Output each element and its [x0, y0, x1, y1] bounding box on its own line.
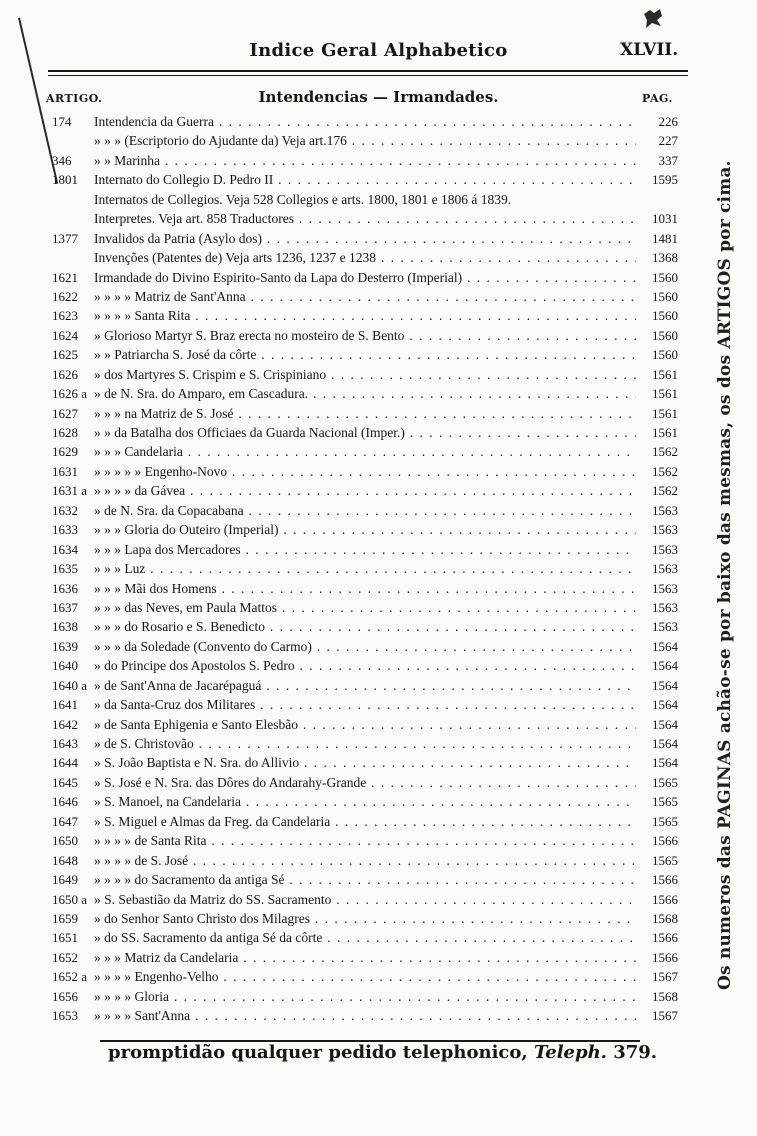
footer-teleph: Teleph. [533, 1042, 607, 1063]
entry-page-number: 1481 [652, 230, 678, 246]
footer-text: promptidão qualquer pedido telephonico, [108, 1042, 528, 1063]
entry-page-number: 1564 [652, 736, 678, 751]
entry-article-number: 1801 [52, 172, 78, 188]
entry-page-number: 1562 [652, 483, 678, 499]
entry-page-number: 1563 [652, 502, 678, 518]
entry-page-number: 1564 [652, 677, 678, 693]
entry-page-number: 1563 [652, 522, 678, 538]
index-entry [0, 248, 757, 267]
entry-text: » » » da Soledade (Convento do Carmo) . . . [94, 637, 636, 656]
entry-text: » » » Candelaria . . . [94, 442, 636, 461]
index-entry-list [0, 112, 757, 1026]
entry-article-number: 1647 [52, 813, 78, 829]
header-rule-bottom [48, 75, 688, 76]
entry-text: » » » » Santa Rita . . . [94, 306, 636, 325]
entry-page-number: 1563 [652, 599, 678, 615]
entry-text: » dos Martyres S. Crispim e S. Crispiniano . . . [94, 365, 636, 384]
entry-text: » » Marinha . . . [94, 151, 636, 170]
entry-article-number: 1652 [52, 949, 78, 965]
entry-page-number: 1564 [652, 697, 678, 713]
entry-page-number: 1566 [652, 833, 678, 849]
index-entry [0, 520, 757, 539]
entry-page-number: 1560 [652, 269, 678, 285]
index-entry [0, 812, 757, 831]
index-entry [0, 287, 757, 306]
entry-text: » » » Matriz da Candelaria . . . [94, 948, 636, 967]
entry-article-number: 1624 [52, 327, 78, 343]
index-entry [0, 190, 757, 209]
entry-text: » do SS. Sacramento da antiga Sé da côrte . . . [94, 928, 636, 947]
index-entry [0, 170, 757, 189]
index-entry [0, 967, 757, 986]
entry-text: » » » na Matriz de S. José . . . [94, 404, 636, 423]
entry-page-number: 1565 [652, 852, 678, 868]
index-entry [0, 890, 757, 909]
entry-text: Invalidos da Patria (Asylo dos) . . . [94, 229, 636, 248]
entry-page-number: 1563 [652, 580, 678, 596]
index-entry [0, 501, 757, 520]
index-entry [0, 792, 757, 811]
index-entry [0, 404, 757, 423]
index-entry [0, 481, 757, 500]
entry-article-number: 1621 [52, 269, 78, 285]
entry-page-number: 1562 [652, 463, 678, 479]
entry-page-number: 1563 [652, 561, 678, 577]
index-entry [0, 131, 757, 150]
entry-page-number: 1563 [652, 619, 678, 635]
entry-article-number: 1650 [52, 833, 78, 849]
index-entry [0, 442, 757, 461]
entry-article-number: 1651 [52, 930, 78, 946]
entry-article-number: 346 [52, 152, 72, 168]
entry-article-number: 1633 [52, 522, 78, 538]
index-entry [0, 209, 757, 228]
entry-text: » » da Batalha dos Officiaes da Guarda Nacional (Imper.) . . . [94, 423, 636, 442]
entry-page-number: 1561 [652, 386, 678, 402]
entry-article-number: 1638 [52, 619, 78, 635]
entry-page-number: 1566 [652, 891, 678, 907]
entry-text: » » » Luz . . . [94, 559, 636, 578]
entry-text: Invenções (Patentes de) Veja arts 1236, 1237 e 1238 . . . [94, 248, 636, 267]
entry-page-number: 1566 [652, 949, 678, 965]
index-entry [0, 715, 757, 734]
entry-article-number: 1643 [52, 736, 78, 751]
header-page-number: XLVII. [620, 40, 679, 60]
entry-article-number: 1648 [52, 852, 78, 868]
entry-page-number: 226 [658, 114, 678, 129]
entry-article-number: 1635 [52, 561, 78, 577]
index-entry [0, 462, 757, 481]
entry-article-number: 1622 [52, 288, 78, 304]
entry-page-number: 1561 [652, 366, 678, 382]
index-entry [0, 268, 757, 287]
entry-text: » de Santa Ephigenia e Santo Elesbão . . . [94, 715, 636, 734]
entry-text: Intendencia da Guerra . . . [94, 112, 636, 131]
side-note: Os numeros das PAGINAS achão-se por baixo das mesmas, os dos ARTIGOS por cima. [715, 160, 735, 990]
index-entry [0, 151, 757, 170]
index-entry [0, 617, 757, 636]
index-entry [0, 540, 757, 559]
entry-text: » » » » Sant'Anna . . . [94, 1006, 636, 1025]
index-entry [0, 909, 757, 928]
entry-page-number: 1560 [652, 308, 678, 324]
index-entry [0, 831, 757, 850]
entry-text: » » » » Gloria . . . [94, 987, 636, 1006]
entry-text: » do Principe dos Apostolos S. Pedro . . . [94, 656, 636, 675]
entry-page-number: 1561 [652, 405, 678, 421]
index-entry [0, 851, 757, 870]
entry-text: » » » » do Sacramento da antiga Sé . . . [94, 870, 636, 889]
index-entry [0, 345, 757, 364]
entry-text: » » » » » Engenho-Novo . . . [94, 462, 636, 481]
entry-article-number: 1629 [52, 444, 78, 460]
entry-text: » » » Gloria do Outeiro (Imperial) . . . [94, 520, 636, 539]
entry-page-number: 1567 [652, 969, 678, 985]
index-entry [0, 384, 757, 403]
entry-text: » S. Manoel, na Candelaria . . . [94, 792, 636, 811]
entry-text: » » » do Rosario e S. Benedicto . . . [94, 617, 636, 636]
entry-text: Internatos de Collegios. Veja 528 Collegios e arts. 1800, 1801 e 1806 á 1839. [94, 191, 512, 207]
ink-blot-mark [640, 8, 666, 30]
section-title: Intendencias — Irmandades. [258, 88, 499, 106]
entry-article-number: 1645 [52, 774, 78, 790]
entry-text: » » » » Engenho-Velho . . . [94, 967, 636, 986]
entry-page-number: 1561 [652, 425, 678, 440]
index-entry [0, 306, 757, 325]
entry-page-number: 1560 [652, 327, 678, 343]
entry-page-number: 1566 [652, 930, 678, 946]
entry-text: » S. José e N. Sra. das Dôres do Andarahy-Grande . . . [94, 773, 636, 792]
entry-page-number: 1564 [652, 638, 678, 654]
entry-article-number: 1377 [52, 230, 78, 246]
entry-text: » » » Mãi dos Homens . . . [94, 579, 636, 598]
entry-page-number: 1567 [652, 1008, 678, 1024]
entry-page-number: 1595 [652, 172, 678, 188]
footer [108, 1042, 657, 1063]
index-entry [0, 579, 757, 598]
entry-text: » » » » Matriz de Sant'Anna . . . [94, 287, 636, 306]
entry-text: » » » Lapa dos Mercadores . . . [94, 540, 636, 559]
entry-text: » de N. Sra. da Copacabana . . . [94, 501, 636, 520]
entry-article-number: 1652 a [52, 969, 88, 985]
entry-text: » S. Miguel e Almas da Freg. da Candelaria . . . [94, 812, 636, 831]
index-entry [0, 229, 757, 248]
entry-text: » » » » da Gávea . . . [94, 481, 636, 500]
index-entry [0, 928, 757, 947]
entry-text: » da Santa-Cruz dos Militares . . . [94, 695, 636, 714]
entry-text: » S. João Baptista e N. Sra. do Allivio . . . [94, 753, 636, 772]
entry-page-number: 1368 [652, 250, 678, 266]
index-entry [0, 676, 757, 695]
entry-page-number: 1560 [652, 288, 678, 304]
entry-text: Interpretes. Veja art. 858 Traductores . . . [94, 209, 636, 228]
footer-number: 379. [613, 1042, 658, 1063]
entry-text: » de S. Christovão . . . [94, 734, 636, 753]
entry-page-number: 1562 [652, 444, 678, 460]
entry-page-number: 1566 [652, 872, 678, 888]
entry-article-number: 1639 [52, 638, 78, 654]
column-label-artigo: ARTIGO. [46, 92, 103, 105]
entry-page-number: 1565 [652, 774, 678, 790]
entry-text: » » Patriarcha S. José da côrte . . . [94, 345, 636, 364]
entry-text: » Glorioso Martyr S. Braz erecta no mosteiro de S. Bento . . . [94, 326, 636, 345]
entry-article-number: 1646 [52, 794, 78, 810]
entry-page-number: 1564 [652, 716, 678, 732]
entry-article-number: 1626 a [52, 386, 88, 402]
entry-article-number: 1637 [52, 599, 78, 615]
index-entry [0, 753, 757, 772]
entry-text: » S. Sebastião da Matriz do SS. Sacramento . . . [94, 890, 636, 909]
index-entry [0, 326, 757, 345]
entry-text: Internato do Collegio D. Pedro II . . . [94, 170, 636, 189]
entry-page-number: 1565 [652, 794, 678, 810]
entry-article-number: 1631 [52, 463, 78, 479]
index-entry [0, 948, 757, 967]
index-entry [0, 112, 757, 131]
entry-text: Irmandade do Divino Espirito-Santo da Lapa do Desterro (Imperial) . . . [94, 268, 636, 287]
entry-page-number: 337 [658, 152, 678, 168]
index-entry [0, 559, 757, 578]
entry-article-number: 1656 [52, 988, 78, 1004]
entry-text: » do Senhor Santo Christo dos Milagres . . . [94, 909, 636, 928]
entry-article-number: 174 [52, 114, 72, 129]
entry-article-number: 1623 [52, 308, 78, 324]
entry-article-number: 1644 [52, 755, 78, 771]
entry-text: » de Sant'Anna de Jacarépaguá . . . [94, 676, 636, 695]
entry-article-number: 1650 a [52, 891, 88, 907]
entry-text: » » » » de S. José . . . [94, 851, 636, 870]
entry-page-number: 1563 [652, 541, 678, 557]
index-entry [0, 423, 757, 442]
entry-article-number: 1642 [52, 716, 78, 732]
index-entry [0, 987, 757, 1006]
entry-page-number: 1564 [652, 658, 678, 674]
header-rule-top [48, 70, 688, 72]
entry-article-number: 1653 [52, 1008, 78, 1024]
index-entry [0, 1006, 757, 1025]
entry-article-number: 1641 [52, 697, 78, 713]
entry-article-number: 1625 [52, 347, 78, 363]
entry-article-number: 1627 [52, 405, 78, 421]
index-entry [0, 734, 757, 753]
entry-article-number: 1640 [52, 658, 78, 674]
entry-article-number: 1649 [52, 872, 78, 888]
entry-text: » » » » de Santa Rita . . . [94, 831, 636, 850]
index-entry [0, 637, 757, 656]
column-label-pag: PAG. [642, 92, 673, 105]
entry-page-number: 1031 [652, 211, 678, 227]
entry-text: » » » (Escriptorio do Ajudante da) Veja art.176 . . . [94, 131, 636, 150]
entry-article-number: 1659 [52, 910, 78, 926]
entry-page-number: 1568 [652, 910, 678, 926]
entry-page-number: 1560 [652, 347, 678, 363]
index-entry [0, 773, 757, 792]
entry-page-number: 1564 [652, 755, 678, 771]
entry-page-number: 227 [658, 133, 678, 149]
entry-article-number: 1626 [52, 366, 78, 382]
entry-article-number: 1631 a [52, 483, 88, 499]
entry-article-number: 1632 [52, 502, 78, 518]
entry-article-number: 1640 a [52, 677, 88, 693]
entry-article-number: 1628 [52, 425, 78, 440]
index-entry [0, 656, 757, 675]
entry-page-number: 1568 [652, 988, 678, 1004]
entry-article-number: 1634 [52, 541, 78, 557]
entry-page-number: 1565 [652, 813, 678, 829]
index-entry [0, 598, 757, 617]
entry-text: » » » das Neves, em Paula Mattos . . . [94, 598, 636, 617]
entry-article-number: 1636 [52, 580, 78, 596]
entry-text: » de N. Sra. do Amparo, em Cascadura. . . . [94, 384, 636, 403]
index-entry [0, 365, 757, 384]
index-entry [0, 870, 757, 889]
header-title: Indice Geral Alphabetico [249, 40, 508, 61]
index-entry [0, 695, 757, 714]
